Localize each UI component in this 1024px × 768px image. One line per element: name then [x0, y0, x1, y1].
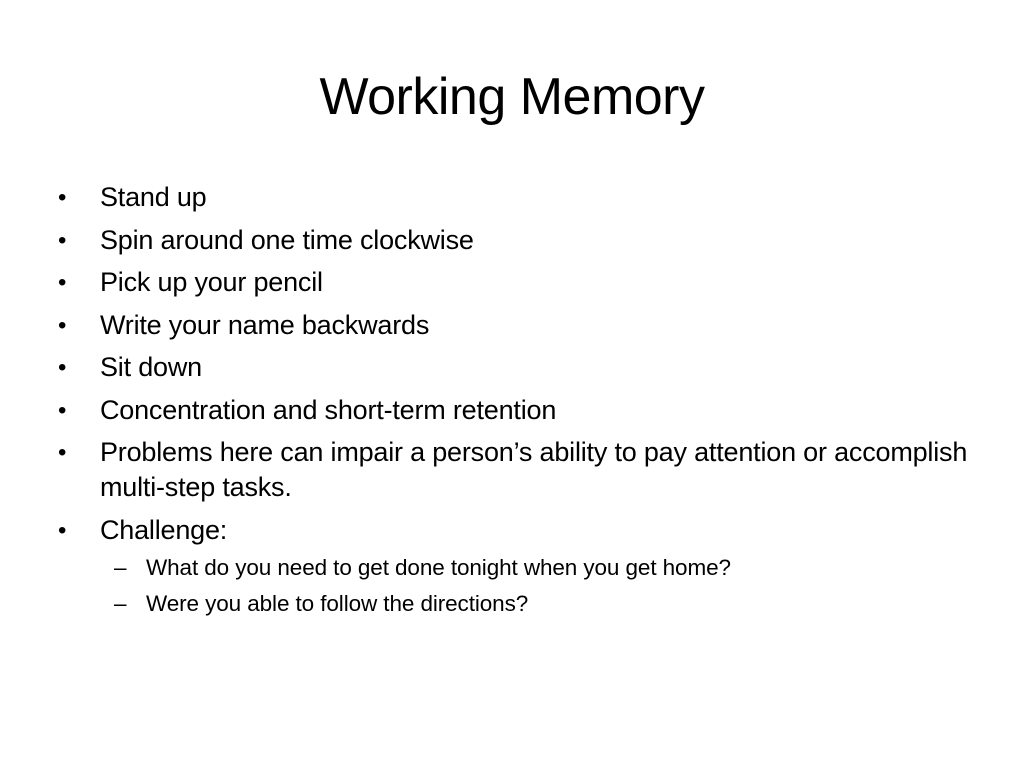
bullet-marker: •: [58, 311, 67, 339]
bullet-text: Problems here can impair a person’s ability to pay attention or accomplish multi-step tasks.: [100, 437, 968, 502]
bullet-item: [58, 350, 978, 385]
bullet-item: [58, 180, 978, 215]
bullet-text: Stand up: [100, 182, 207, 212]
bullet-item: [58, 223, 978, 258]
bullet-item: [58, 393, 978, 428]
sub-bullet-text: Were you able to follow the directions?: [146, 591, 529, 616]
bullet-item: [58, 308, 978, 343]
sub-bullet-list: [58, 553, 978, 619]
sub-bullet-item: [58, 589, 978, 619]
bullet-text: Spin around one time clockwise: [100, 224, 474, 255]
slide-body: [58, 180, 978, 625]
sub-bullet-item: [58, 553, 978, 583]
bullet-text: Sit down: [100, 352, 202, 382]
sub-bullet-text: What do you need to get done tonight when you get home?: [146, 555, 731, 580]
bullet-marker: •: [58, 269, 67, 296]
sub-bullet-marker: –: [114, 591, 127, 616]
bullet-text: Write your name backwards: [100, 309, 430, 340]
bullet-text: Pick up your pencil: [100, 267, 323, 297]
bullet-text: Challenge:: [100, 514, 228, 545]
bullet-marker: •: [58, 354, 67, 381]
sub-bullet-marker: –: [114, 555, 127, 580]
bullet-marker: •: [58, 439, 67, 466]
bullet-marker: •: [58, 226, 67, 254]
slide-title: Working Memory: [319, 68, 705, 126]
bullet-marker: •: [58, 396, 67, 424]
bullet-item: [58, 435, 978, 505]
bullet-text: Concentration and short-term retention: [100, 394, 557, 425]
bullet-item: [58, 513, 978, 548]
bullet-item: [58, 265, 978, 300]
bullet-marker: •: [58, 516, 67, 544]
bullet-marker: •: [58, 184, 67, 211]
